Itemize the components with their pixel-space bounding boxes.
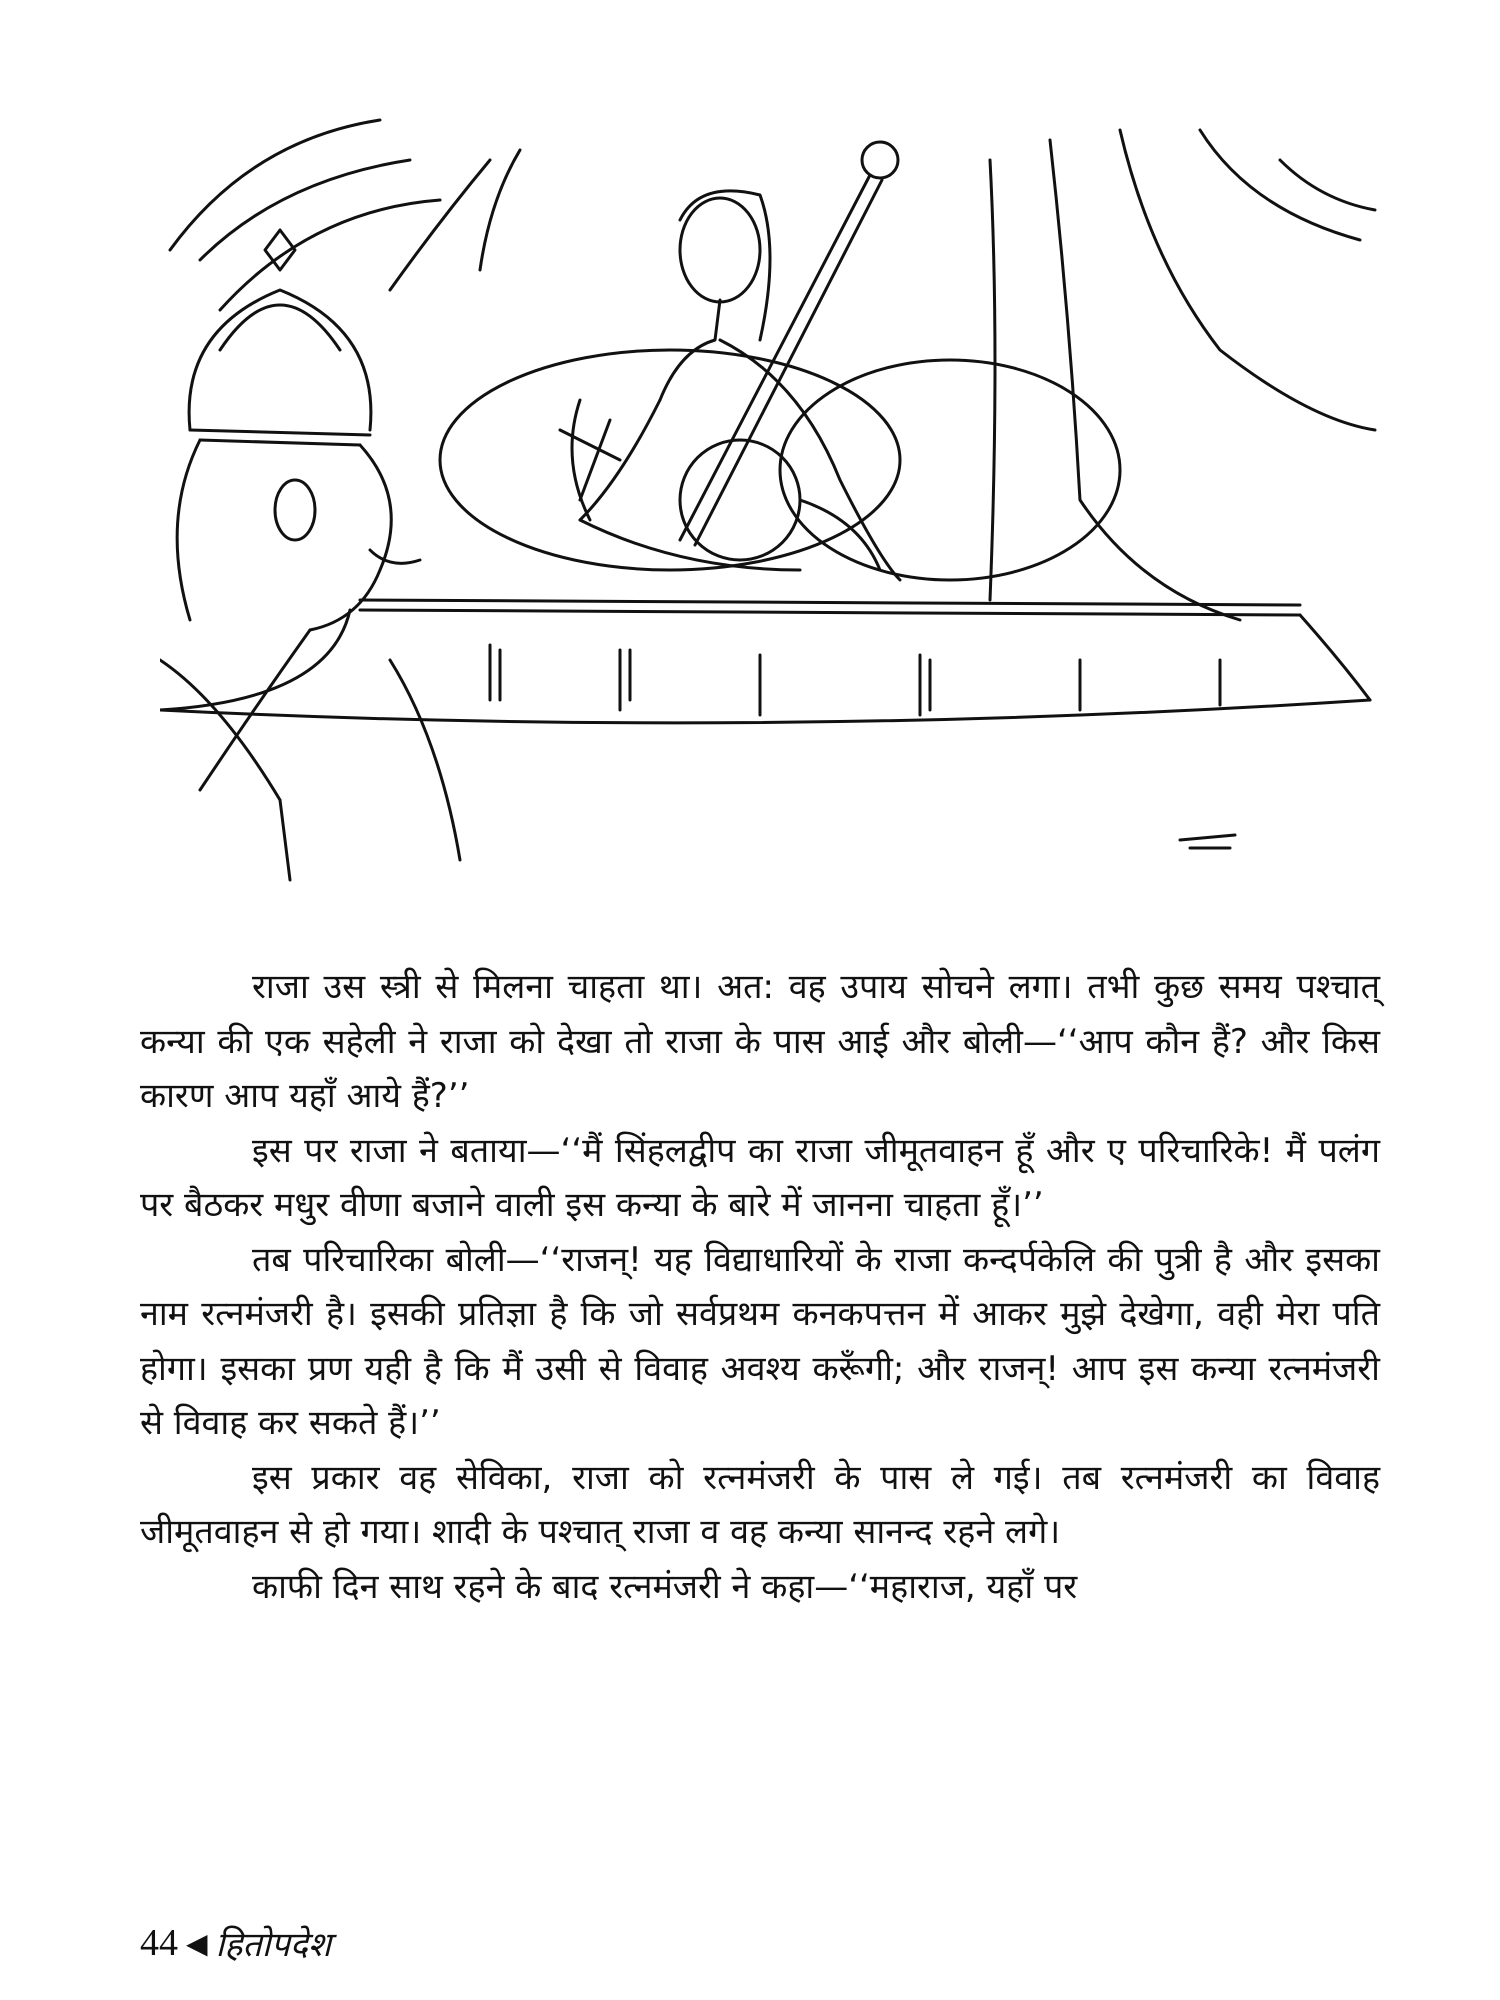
paragraph: राजा उस स्त्री से मिलना चाहता था। अत: वह उपाय सोचने लगा। तभी कुछ समय पश्चात् कन्या की एक सहेली ने राजा को देखा तो राजा के पास आई और बोली—‘‘आप कौन हैं? और किस कारण आप यहाँ आये हैं?’’	[140, 967, 1380, 1116]
illustration	[160, 100, 1380, 890]
page-footer	[140, 1920, 331, 1966]
platform-drawing	[160, 600, 1370, 848]
book-title: हितोपदेश	[215, 1925, 332, 1965]
paragraph: काफी दिन साथ रहने के बाद रत्नमंजरी ने कहा—‘‘महाराज, यहाँ पर	[252, 1566, 1078, 1607]
paragraph: तब परिचारिका बोली—‘‘राजन्! यह विद्याधारियों के राजा कन्दर्पकेलि की पुत्री है और इसका नाम रत्नमंजरी है। इसकी प्रतिज्ञा है कि जो सर्वप्रथम कनकपत्तन में आकर मुझे देखेगा, वही मेरा पति होगा। इसका प्रण यही है कि मैं उसी से विवाह अवश्य करूँगी; और राजन्! आप इस कन्या रत्नमंजरी से विवाह कर सकते हैं।’’	[140, 1239, 1380, 1443]
story-text	[140, 960, 1380, 1614]
king-drawing	[160, 230, 460, 880]
paragraph: इस प्रकार वह सेविका, राजा को रत्नमंजरी के पास ले गई। तब रत्नमंजरी का विवाह जीमूतवाहन से हो गया। शादी के पश्चात् राजा व वह कन्या सानन्द रहने लगे।	[140, 1457, 1380, 1552]
curtain-drawing	[170, 120, 1375, 620]
maiden-drawing	[580, 142, 900, 580]
illustration-drawing	[160, 100, 1380, 890]
paragraph: इस पर राजा ने बताया—‘‘मैं सिंहलद्वीप का राजा जीमूतवाहन हूँ और ए परिचारिके! मैं पलंग पर बैठकर मधुर वीणा बजाने वाली इस कन्या के बारे में जानना चाहता हूँ।’’	[140, 1130, 1380, 1225]
arrow-left-icon: ◀	[186, 1926, 208, 1960]
page-number: 44	[140, 1922, 178, 1964]
